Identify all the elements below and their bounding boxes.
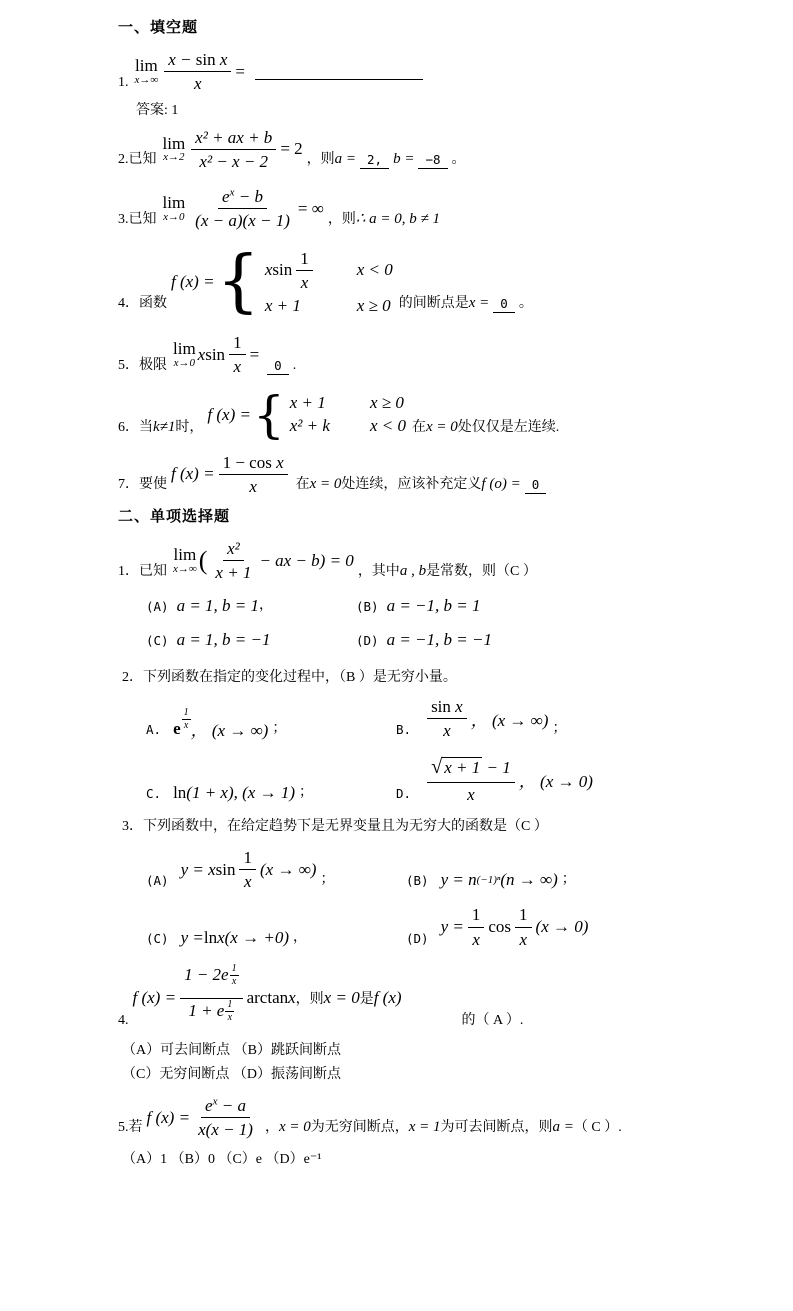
- limit-operator: [163, 135, 186, 164]
- s2-question-3-stem: 3．下列函数中，在给定趋势下是无界变量且为无穷大的函数是（C ）: [122, 818, 548, 834]
- e-symbol: e: [205, 1095, 213, 1115]
- exponent: (−1)ⁿ: [476, 874, 501, 887]
- fraction: $\frac{1}{x}$: [229, 332, 246, 378]
- lim-word: lim: [162, 133, 186, 153]
- formula: [147, 1095, 261, 1141]
- lim-word: lim: [173, 545, 197, 565]
- option-b-formula: y = n (−1)ⁿ (n → ∞): [440, 870, 558, 890]
- fraction-numerator: $e^x - a$: [201, 1095, 250, 1118]
- question-number: 5．极限: [118, 357, 167, 373]
- option-c-semicolon: ；: [299, 784, 314, 800]
- s2q5-options-line: （A）1 （B）0 （C）e （D）e⁻¹: [122, 1152, 322, 1168]
- period: 。: [518, 296, 533, 311]
- s1-question-6: [118, 385, 753, 444]
- formula: f (x) = 1 − 2e $\frac{1}{x}$ 1 + e $\frac{1}{x}$ arctan x ，则 x = 0 是 f (x): [133, 964, 402, 1033]
- lim-word: lim: [162, 193, 186, 213]
- case-1-expression: x + 1: [289, 393, 326, 412]
- s2q3-options-row-2: [146, 904, 753, 950]
- function-lhs: f (x) =: [146, 1107, 191, 1127]
- formula: [161, 186, 324, 232]
- conclusion: ∴ a = 0, b ≠ 1: [355, 210, 440, 227]
- formula-rest: − ax − b) = 0: [259, 550, 354, 570]
- case-1-condition: x < 0: [356, 260, 393, 280]
- option-a-semicolon: ；: [272, 721, 287, 736]
- fraction-denominator: (x − a)(x − 1): [195, 211, 290, 231]
- formula: [171, 241, 395, 321]
- e-symbol: e: [173, 718, 181, 738]
- cos-function: cos: [249, 452, 272, 472]
- answer-underlined: 0: [525, 477, 547, 494]
- a-b-constants: a , b: [399, 562, 427, 579]
- comma: ，: [264, 1120, 279, 1136]
- arctan-function: arctan: [246, 988, 289, 1008]
- equals-sign: =: [249, 344, 260, 364]
- fraction-numerator: √ x + 1 − 1: [427, 755, 515, 783]
- x-equals-zero: x = 0: [278, 1119, 311, 1136]
- lim-subscript: x→2: [163, 151, 185, 164]
- option-a: [146, 847, 406, 893]
- answer-choice-text: （ C ）.: [573, 1120, 622, 1136]
- option-c-label: (C): [146, 930, 169, 946]
- tail-text: ，其中: [357, 563, 400, 579]
- s2q4-options-row-2: （C）无穷间断点 （D）振荡间断点: [122, 1066, 341, 1082]
- tail-text: 在: [411, 419, 426, 435]
- answer-choice-text: 是常数，则（C ）: [426, 563, 537, 579]
- section-2-title: 二、单项选择题: [118, 509, 231, 525]
- function-lhs: f (x) =: [171, 271, 215, 291]
- s2q2-options-row-1: [146, 696, 753, 742]
- fraction-denominator: x: [249, 476, 257, 496]
- equals-sign: =: [235, 61, 245, 81]
- formula: [133, 49, 424, 95]
- tail-text: 的间断点是: [398, 296, 469, 311]
- period: .: [292, 357, 297, 373]
- piecewise-cases: [216, 241, 393, 321]
- sin-function: sin: [215, 859, 236, 879]
- lim-subscript: x→0: [163, 210, 185, 223]
- x-equals-one: x = 1: [408, 1119, 441, 1136]
- tail-text-2: 为可去间断点，则: [440, 1120, 553, 1136]
- then-text: ，则: [295, 992, 324, 1008]
- option-d-formula: $\frac{√ x + 1 - 1}{x}$ ， (x → 0): [423, 755, 593, 805]
- option-b-label: B.: [396, 722, 412, 737]
- s1-question-2: [118, 127, 753, 173]
- sin-function: sin: [195, 50, 216, 69]
- section-1-title: 一、填空题: [118, 20, 199, 36]
- lim-subscript: x→0: [173, 356, 196, 369]
- s2q2-options-row-2: [146, 755, 753, 805]
- x-equals-zero: x = 0: [323, 988, 360, 1008]
- limit-operator: [135, 57, 159, 86]
- exponent-fraction: $\frac{1}{x}$: [227, 998, 233, 1023]
- option-b: [396, 696, 566, 742]
- option-c-comma: ，: [292, 929, 307, 945]
- option-b-label: (B): [356, 598, 379, 614]
- case-1-condition: x ≥ 0: [369, 393, 404, 412]
- fraction: [219, 452, 288, 498]
- then-text: ，则: [306, 152, 335, 167]
- s1-question-7: [118, 452, 753, 498]
- fraction: $\frac{1}{x}$: [296, 248, 313, 294]
- option-b-label: (B): [406, 873, 429, 889]
- exponent-fraction: 1 x: [183, 707, 189, 731]
- answer-a-underlined: 2,: [360, 152, 389, 169]
- fraction: $\frac{\text{sin x}}{x}$: [427, 696, 467, 742]
- limit-operator: [173, 340, 196, 369]
- fraction: $\frac{1}{x}$: [239, 847, 256, 893]
- answer-b-underlined: −8: [418, 152, 447, 169]
- lim-subscript: x→∞: [173, 562, 197, 575]
- option-a-formula: e 1 x ， (x → ∞): [173, 707, 269, 740]
- question-number-suffix: 时，: [175, 419, 204, 435]
- fraction-numerator: 1 − 2e $\frac{1}{x}$: [180, 964, 243, 999]
- sin-function: sin: [272, 260, 293, 280]
- lim-word: lim: [173, 339, 196, 359]
- then-text: ，则: [327, 211, 356, 227]
- x-equals-zero: x = 0: [425, 418, 458, 435]
- s1-question-4: [118, 241, 753, 321]
- cases-brace: {: [216, 241, 260, 321]
- tail-text-2: 处连续，应该补充定义: [341, 477, 482, 492]
- fraction: [191, 186, 294, 232]
- exponent-x: x: [212, 1095, 218, 1108]
- option-d: [356, 630, 492, 652]
- fraction-denominator: x(x − 1): [198, 1120, 253, 1139]
- option-d-label: D.: [396, 785, 412, 801]
- s1-question-3: [118, 186, 753, 232]
- option-c: [146, 926, 406, 950]
- function-lhs: f (x) =: [171, 464, 215, 484]
- option-a-label: (A): [146, 598, 169, 614]
- question-number: 1．已知: [118, 563, 167, 579]
- option-c: [146, 630, 356, 652]
- tail-text-2: 处仅仅是左连续.: [457, 419, 560, 435]
- formula: lim x→0 x sin $\frac{1}{x}$ =: [173, 333, 260, 377]
- option-a-formula: y = x sin $\frac{1}{x}$ (x → ∞): [180, 847, 317, 891]
- fraction-denominator: 1 + e $\frac{1}{x}$: [188, 998, 233, 1023]
- e-symbol: e: [222, 187, 230, 206]
- k-condition: k≠1: [153, 418, 176, 435]
- x-equals-zero: x = 0: [309, 476, 342, 492]
- question-number: 2.已知: [118, 152, 157, 167]
- function-lhs: f (x) =: [207, 404, 251, 424]
- s2q1-options-row-1: [146, 594, 753, 618]
- s1-question-1: [118, 49, 753, 95]
- fraction-numerator: $e^x - b$: [218, 186, 267, 209]
- is-text: 是: [359, 992, 374, 1008]
- option-d: [406, 904, 592, 950]
- fraction-numerator: 1 − cos x: [219, 452, 288, 475]
- option-a-semicolon: ；: [320, 872, 335, 888]
- fraction: [191, 127, 276, 173]
- a-equals: a =: [334, 151, 357, 167]
- sin-function: sin: [205, 344, 226, 364]
- sqrt-icon: √: [431, 756, 443, 778]
- question-number: 3.已知: [118, 211, 157, 227]
- limit-operator: [173, 546, 197, 575]
- s2-question-4: [118, 964, 753, 1033]
- answer-blank-line: [255, 63, 423, 80]
- fraction-numerator: sin x: [427, 696, 467, 719]
- option-a-label: (A): [146, 873, 169, 889]
- fraction: $\frac{1}{x}$: [515, 904, 532, 950]
- option-c: [146, 781, 396, 805]
- tail-text: 在: [295, 477, 310, 492]
- option-c-formula: ln (1 + x), (x → 1): [173, 782, 296, 802]
- fraction: $\frac{√ x + 1 - 1}{x}$: [427, 755, 515, 805]
- ln-function: ln: [203, 927, 218, 947]
- a-equals: a =: [552, 1119, 574, 1136]
- cases-brace: {: [252, 385, 285, 444]
- option-d-value: a = −1, b = −1: [386, 629, 492, 649]
- function-lhs: f (x) =: [132, 988, 177, 1008]
- tail-text-1: 为无穷间断点，: [310, 1120, 409, 1136]
- option-d-label: (D): [356, 632, 379, 648]
- fraction-numerator: x − sin x: [164, 49, 231, 72]
- s2q4-options-row-1: （A）可去间断点 （B）跳跃间断点: [122, 1042, 341, 1058]
- fraction: [194, 1095, 257, 1141]
- f-of-zero: f (o) =: [481, 476, 521, 492]
- formula: [171, 452, 292, 498]
- case-2-expression: x + 1: [264, 296, 301, 315]
- question-number: 5.若: [118, 1120, 143, 1136]
- s2-question-2-stem: 2．下列函数在指定的变化过程中，（B ）是无穷小量。: [122, 669, 457, 685]
- option-c-formula: y = ln x(x → +0): [180, 927, 289, 947]
- option-b: [406, 868, 576, 892]
- option-b-semicolon: ；: [561, 872, 576, 888]
- fraction-numerator: x² + ax + b: [191, 127, 276, 150]
- option-a: [146, 707, 396, 741]
- limit-operator: [163, 194, 186, 223]
- option-a: [146, 594, 356, 618]
- question-number: 6．当: [118, 419, 153, 435]
- fraction-numerator: x²: [223, 538, 244, 561]
- option-a-label: A.: [146, 722, 162, 737]
- fraction: [211, 538, 255, 584]
- s2-question-5: [118, 1095, 753, 1141]
- option-a-value: a = 1, b = 1: [176, 595, 260, 615]
- option-d: [396, 755, 597, 805]
- cos-function: cos: [488, 917, 512, 936]
- option-d-formula: y = $\frac{1}{x}$ cos $\frac{1}{x}$ (x → 0): [440, 905, 589, 949]
- case-2-condition: x ≥ 0: [356, 296, 391, 315]
- period: 。: [451, 152, 466, 167]
- formula: [161, 127, 303, 173]
- fraction: [180, 964, 243, 1033]
- option-b-formula: $\frac{\text{sin x}}{x}$ ， (x → ∞): [423, 696, 548, 742]
- option-c-value: a = 1, b = −1: [176, 629, 271, 649]
- cases-rows: [265, 248, 393, 317]
- s2-question-1: [118, 538, 753, 584]
- formula: [171, 538, 354, 584]
- s1-question-5: [118, 332, 753, 378]
- option-a-comma: ，: [259, 597, 274, 613]
- cases-rows: [290, 393, 406, 436]
- s2q3-options-row-1: [146, 847, 753, 893]
- x-equals: x =: [468, 295, 490, 311]
- answer-choice-text: 的（ A ）.: [461, 1012, 524, 1028]
- option-d-label: (D): [406, 930, 429, 946]
- fraction: [164, 49, 231, 95]
- answer-underlined: 0: [493, 296, 515, 313]
- exponent-fraction: $\frac{1}{x}$: [231, 962, 237, 987]
- question-number: 1.: [118, 74, 129, 90]
- answer-line: 答案: 1: [136, 102, 179, 118]
- radicand: x + 1: [444, 758, 481, 777]
- formula: [207, 385, 408, 444]
- lim-subscript: x→∞: [134, 73, 159, 86]
- option-b-semicolon: ；: [552, 721, 567, 736]
- question-number: 4.: [118, 1012, 129, 1028]
- case-1-expression: x sin $\frac{1}{x}$: [265, 248, 317, 294]
- fraction-denominator: x: [194, 74, 202, 94]
- equals-infinity: = ∞: [297, 198, 324, 218]
- option-b: [356, 596, 481, 618]
- option-b-value: a = −1, b = 1: [386, 595, 481, 615]
- piecewise-cases: [252, 385, 406, 444]
- fraction-denominator: x + 1: [215, 563, 252, 583]
- fraction-denominator: x² − x − 2: [199, 151, 269, 171]
- question-number: 7．要使: [118, 477, 167, 492]
- ln-function: ln: [173, 782, 187, 802]
- left-paren: (: [198, 545, 208, 575]
- exponent-x: x: [229, 186, 235, 199]
- fraction: $\frac{1}{x}$: [468, 904, 485, 950]
- equals-value: = 2: [280, 139, 303, 159]
- answer-underlined: 0: [267, 358, 289, 375]
- s2q1-options-row-2: [146, 630, 753, 652]
- question-number: 4．函数: [118, 296, 167, 311]
- option-c-label: C.: [146, 785, 162, 801]
- lim-word: lim: [135, 56, 158, 76]
- case-2-condition: x < 0: [369, 416, 406, 435]
- option-c-label: (C): [146, 632, 169, 648]
- b-equals: b =: [393, 151, 415, 167]
- f-of-x: f (x): [373, 988, 402, 1008]
- case-2-expression: x² + k: [289, 416, 330, 435]
